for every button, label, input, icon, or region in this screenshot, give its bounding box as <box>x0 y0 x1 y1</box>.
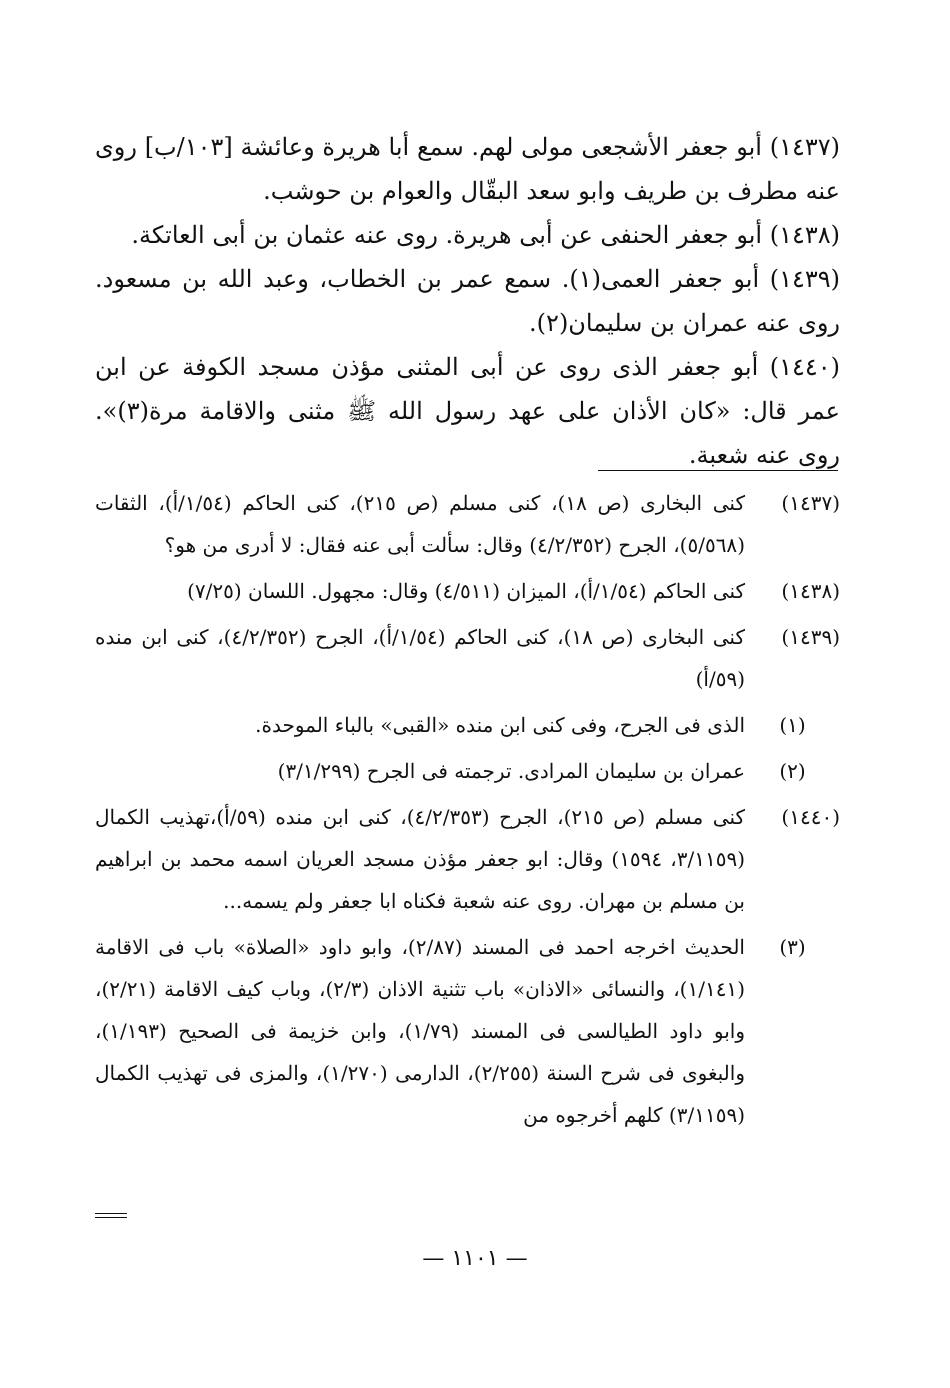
entry-1437: (١٤٣٧) أبو جعفر الأشجعى مولى لهم. سمع أبا هريرة وعائشة [١٠٣/ب] روى عنه مطرف بن طريف وابو سعد البقّال والعوام بن حوشب. <box>95 133 841 205</box>
footnote-1437 <box>95 482 840 566</box>
footnote-number: (١٤٣٧) <box>781 491 840 515</box>
footnote-text: كنى البخارى (ص ١٨)، كنى مسلم (ص ٢١٥)، كنى الحاكم (١/٥٤/أ)، الثقات (٥/٥٦٨)، الجرح (٤/٢/٣٥٢) وقال: سألت أبى عنه فقال: لا أدرى من هو؟ <box>95 491 745 557</box>
entry-1440: (١٤٤٠) أبو جعفر الذى روى عن أبى المثنى مؤذن مسجد الكوفة عن ابن عمر قال: «كان الأذان على عهد رسول الله ﷺ مثنى والاقامة مرة(٣)». روى عنه شعبة. <box>95 353 840 469</box>
main-text <box>95 125 840 477</box>
footnote-text: الذى فى الجرح، وفى كنى ابن منده «القبى» بالباء الموحدة. <box>255 713 745 737</box>
footnotes <box>95 482 840 1140</box>
footnote-1440 <box>95 796 840 922</box>
footnote-1 <box>95 704 840 746</box>
footnote-separator <box>598 470 838 471</box>
footnote-text: كنى الحاكم (١/٥٤/أ)، الميزان (٤/٥١١) وقال: مجهول. اللسان (٧/٢٥) <box>187 579 745 603</box>
footnote-number: (٢) <box>779 759 806 783</box>
footnote-text: عمران بن سليمان المرادى. ترجمته فى الجرح (٣/١/٢٩٩) <box>277 759 745 783</box>
footnote-text: كنى مسلم (ص ٢١٥)، الجرح (٤/٢/٣٥٣)، كنى ابن منده (٥٩/أ)،تهذيب الكمال (٣/١١٥٩، ١٥٩٤) وقال: ابو جعفر مؤذن مسجد العريان اسمه محمد بن ابراهيم بن مسلم بن مهران. روى عنه شعبة فكناه ابا جعفر ولم يسمه... <box>95 805 745 913</box>
footnote-text: الحديث اخرجه احمد فى المسند (٢/٨٧)، وابو داود «الصلاة» باب فى الاقامة (١/١٤١)، والنسائى «الاذان» باب تثنية الاذان (٢/٣)، وباب كيف الاقامة (٢/٢١)، وابو داود الطيالسى فى المسند (١/٧٩)، وابن خزيمة فى الصحيح (١/١٩٣)، والبغوى فى شرح السنة (٢/٢٥٥)، الدارمى (١/٢٧٠)، والمزى فى تهذيب الكمال (٣/١١٥٩) كلهم أخرجوه من <box>95 935 746 1127</box>
entry-1439: (١٤٣٩) أبو جعفر العمى(١). سمع عمر بن الخطاب، وعبد الله بن مسعود. روى عنه عمران بن سليمان(٢). <box>95 265 841 337</box>
continuation-mark <box>95 1213 127 1218</box>
footnote-number: (١٤٣٩) <box>781 625 840 649</box>
footnote-number: (١٤٣٨) <box>781 579 840 603</box>
footnote-2 <box>95 750 840 792</box>
footnote-number: (٣) <box>779 935 806 959</box>
footnote-1439 <box>95 616 840 700</box>
footnote-number: (١) <box>779 713 806 737</box>
footnote-text: كنى البخارى (ص ١٨)، كنى الحاكم (١/٥٤/أ)، الجرح (٤/٢/٣٥٢)، كنى ابن منده (٥٩/أ) <box>95 625 745 691</box>
entry-1438: (١٤٣٨) أبو جعفر الحنفى عن أبى هريرة. روى عنه عثمان بن أبى العاتكة. <box>131 221 840 249</box>
page-number: — ١١٠١ — <box>422 1246 528 1271</box>
footnote-number: (١٤٤٠) <box>781 805 840 829</box>
footnote-3 <box>95 926 840 1136</box>
footnote-1438 <box>95 570 840 612</box>
